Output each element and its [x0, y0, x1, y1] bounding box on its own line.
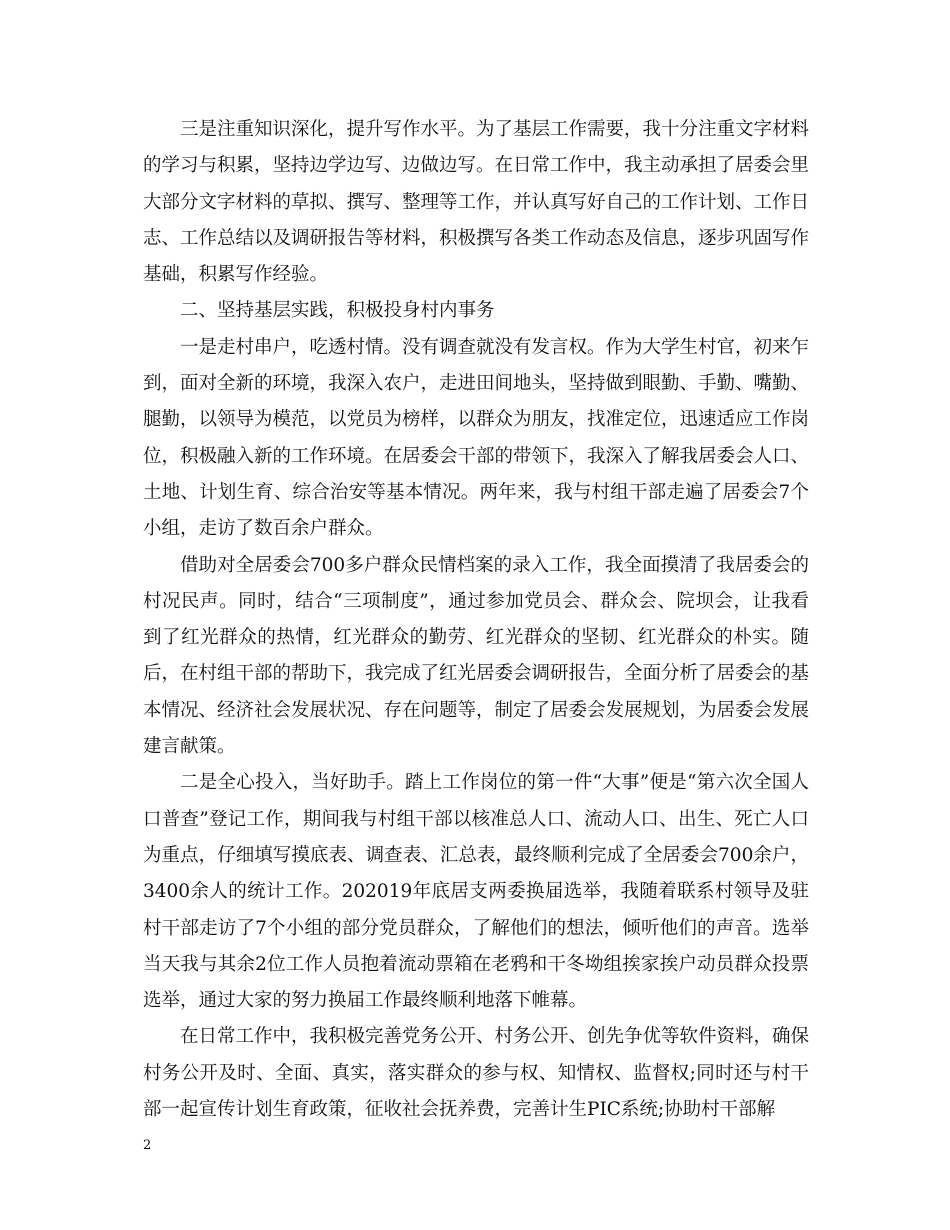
section-heading-grassroots-practice: 二、坚持基层实践，积极投身村内事务 [180, 300, 495, 322]
paragraph-writing-skills: 三是注重知识深化，提升写作水平。为了基层工作需要，我十分注重文字材料的学习与积累，坚持边学边写、边做边写。在日常工作中，我主动承担了居委会里大部分文字材料的草拟、撰写、整理等工作，并认真写好自己的工作计划、工作日志、工作总结以及调研报告等材料，积极撰写各类工作动态及信息，逐步巩固写作基础，积累写作经验。 [143, 119, 810, 286]
page-number: 2 [143, 1138, 152, 1153]
page-body [143, 112, 809, 1128]
paragraph-archives-survey: 借助对全居委会700多户群众民情档案的录入工作，我全面摸清了我居委会的村况民声。同时，结合“三项制度”，通过参加党员会、群众会、院坝会，让我看到了红光群众的热情，红光群众的勤劳、红光群众的坚韧、红光群众的朴实。随后，在村组干部的帮助下，我完成了红光居委会调研报告，全面分析了居委会的基本情况、经济社会发展状况、存在问题等，制定了居委会发展规划，为居委会发展建言献策。 [143, 554, 810, 758]
paragraph-census-election: 二是全心投入，当好助手。踏上工作岗位的第一件“大事”便是“第六次全国人口普查”登记工作，期间我与村组干部以核准总人口、流动人口、出生、死亡人口为重点，仔细填写摸底表、调查表、汇总表，最终顺利完成了全居委会700余户，3400余人的统计工作。202019年底居支两委换届选举，我随着联系村领导及驻村干部走访了7个小组的部分党员群众，了解他们的想法，倾听他们的声音。选举当天我与其余2位工作人员抱着流动票箱在老鸦和干冬坳组挨家挨户动员群众投票选举，通过大家的努力换届工作最终顺利地落下帷幕。 [143, 772, 809, 1012]
paragraph-daily-work: 在日常工作中，我积极完善党务公开、村务公开、创先争优等软件资料，确保村务公开及时、全面、真实，落实群众的参与权、知情权、监督权;同时还与村干部一起宣传计划生育政策，征收社会抚养费，完善计生PIC系统;协助村干部解 [143, 1026, 810, 1121]
paragraph-village-visits: 一是走村串户，吃透村情。没有调查就没有发言权。作为大学生村官，初来乍到，面对全新的环境，我深入农户，走进田间地头，坚持做到眼勤、手勤、嘴勤、腿勤，以领导为模范，以党员为榜样，以群众为朋友，找准定位，迅速适应工作岗位，积极融入新的工作环境。在居委会干部的带领下，我深入了解我居委会人口、土地、计划生育、综合治安等基本情况。两年来，我与村组干部走遍了居委会7个小组，走访了数百余户群众。 [143, 336, 810, 540]
